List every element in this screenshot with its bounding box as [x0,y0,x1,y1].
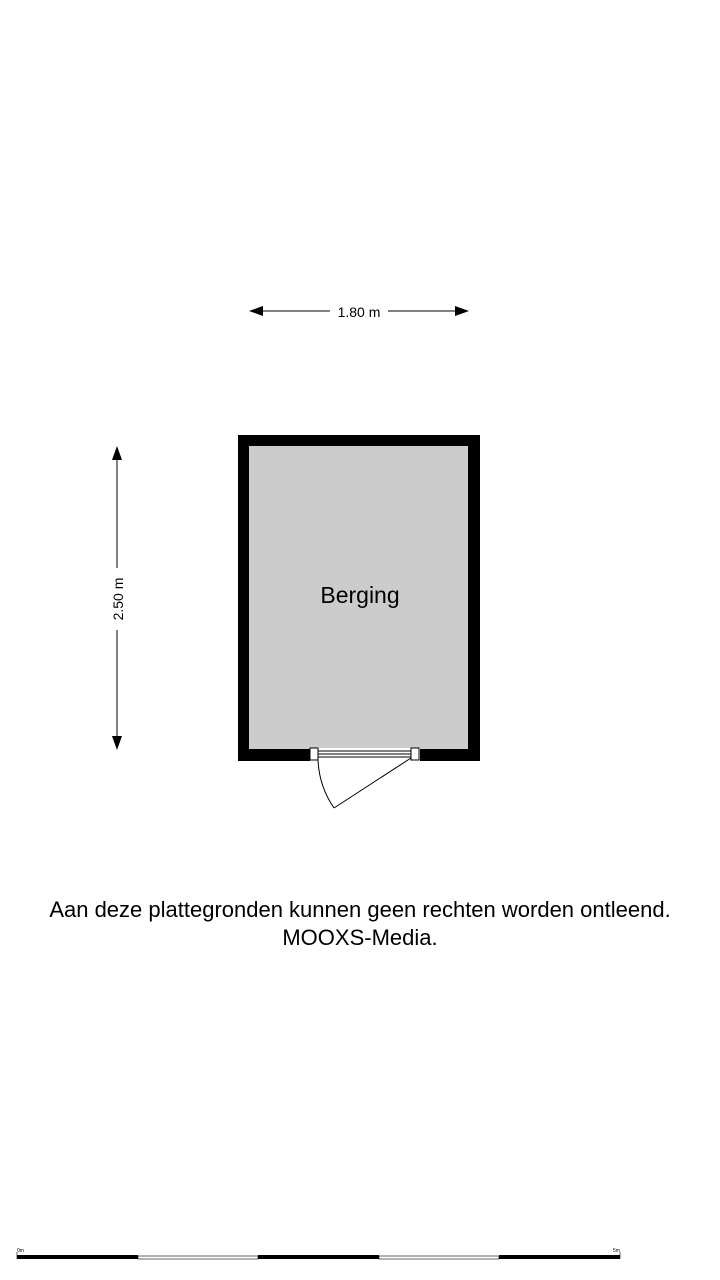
width-label: 1.80 m [337,304,381,320]
door-opening [310,748,420,762]
room-berging [238,435,480,808]
width-dimension [249,304,469,320]
door-leaf [334,758,411,808]
arrow-down-icon [112,736,122,750]
scale-end-label: 5m [613,1248,620,1254]
copyright-text: MOOXS-Media. [282,925,438,950]
room-label: Berging [320,582,400,608]
door-jamb-right [411,748,419,760]
arrow-up-icon [112,446,122,460]
height-label: 2.50 m [110,577,126,621]
door-swing-arc [318,760,334,808]
scale-start-label: 0m [17,1248,24,1254]
disclaimer-text: Aan deze plattegronden kunnen geen rechten worden ontleend. [49,897,671,922]
arrow-right-icon [455,306,469,316]
scale-bar [17,1248,620,1259]
height-dimension [110,446,126,750]
door-jamb-left [310,748,318,760]
arrow-left-icon [249,306,263,316]
